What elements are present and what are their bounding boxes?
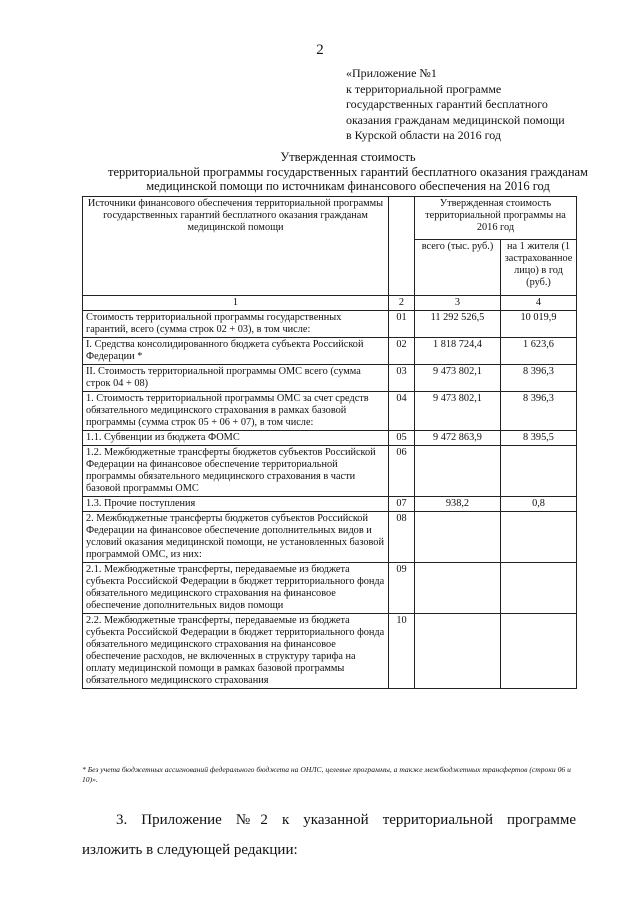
row-per-resident: 8 395,5 <box>501 431 577 446</box>
table-row <box>83 431 577 446</box>
page-number: 2 <box>316 42 324 58</box>
row-per-resident <box>501 563 577 614</box>
row-name: II. Стоимость территориальной программы ОМС всего (сумма строк 04 + 08) <box>83 365 389 392</box>
appendix-line: к территориальной программе <box>346 81 502 96</box>
row-per-resident: 1 623,6 <box>501 338 577 365</box>
row-name: I. Средства консолидированного бюджета субъекта Российской Федерации * <box>83 338 389 365</box>
row-per-resident <box>501 614 577 689</box>
row-name: 1.1. Субвенции из бюджета ФОМС <box>83 431 389 446</box>
row-code: 04 <box>389 392 415 431</box>
document-title <box>88 150 608 194</box>
row-name: 2.1. Межбюджетные трансферты, передаваемые из бюджета субъекта Российской Федерации в бюджет территориального фонда обязательного медицинского страхования на финансовое обеспечение дополнительных видов помощи <box>83 563 389 614</box>
row-total: 1 818 724,4 <box>415 338 501 365</box>
table-row <box>83 392 577 431</box>
row-total: 11 292 526,5 <box>415 311 501 338</box>
header-total: всего (тыс. руб.) <box>415 239 501 295</box>
header-per-resident: на 1 жителя (1 застрахованное лицо) в год (руб.) <box>501 239 577 295</box>
footnote: * Без учета бюджетных ассигнований федерального бюджета на ОНЛС, целевые программы, а также межбюджетных трансфертов (строки 06 и 10)». <box>82 765 571 784</box>
row-code: 02 <box>389 338 415 365</box>
row-total <box>415 614 501 689</box>
table-header-row <box>83 197 577 240</box>
row-code: 05 <box>389 431 415 446</box>
table-row <box>83 563 577 614</box>
index-cell: 1 <box>83 296 389 311</box>
row-per-resident: 8 396,3 <box>501 365 577 392</box>
row-total <box>415 446 501 497</box>
row-total: 938,2 <box>415 497 501 512</box>
row-name: Стоимость территориальной программы государственных гарантий, всего (сумма строк 02 + 03), в том числе: <box>83 311 389 338</box>
paragraph-line: 3. Приложение №2 к указанной территориальной программе <box>116 812 576 828</box>
row-name: 1.3. Прочие поступления <box>83 497 389 512</box>
table-row <box>83 614 577 689</box>
row-code: 10 <box>389 614 415 689</box>
row-code: 09 <box>389 563 415 614</box>
table-index-row <box>83 296 577 311</box>
appendix-line: в Курской области на 2016 год <box>346 128 501 142</box>
row-per-resident: 8 396,3 <box>501 392 577 431</box>
table-row <box>83 446 577 497</box>
row-per-resident <box>501 446 577 497</box>
cost-table <box>82 196 577 689</box>
row-name: 1. Стоимость территориальной программы ОМС за счет средств обязательного медицинского страхования в рамках базовой программы (сумма строк 05 + 06 + 07), в том числе: <box>83 392 389 431</box>
row-code: 06 <box>389 446 415 497</box>
row-code: 08 <box>389 512 415 563</box>
index-cell: 3 <box>415 296 501 311</box>
row-per-resident: 0,8 <box>501 497 577 512</box>
appendix-header <box>346 66 565 144</box>
row-code: 03 <box>389 365 415 392</box>
row-name: 1.2. Межбюджетные трансферты бюджетов субъектов Российской Федерации на финансовое обеспечение территориальной программы обязательного медицинского страхования в части базовой программы ОМС <box>83 446 389 497</box>
appendix-line: государственных гарантий бесплатного <box>346 97 548 111</box>
title-line: медицинской помощи по источникам финансового обеспечения на 2016 год <box>146 179 550 193</box>
row-per-resident <box>501 512 577 563</box>
row-code: 07 <box>389 497 415 512</box>
row-total: 9 473 802,1 <box>415 365 501 392</box>
table-row <box>83 365 577 392</box>
index-cell: 4 <box>501 296 577 311</box>
row-code: 01 <box>389 311 415 338</box>
table-row <box>83 311 577 338</box>
row-total: 9 472 863,9 <box>415 431 501 446</box>
title-line: Утвержденная стоимость <box>280 150 416 164</box>
body-paragraph <box>82 805 576 865</box>
header-code <box>389 197 415 296</box>
row-total <box>415 512 501 563</box>
table-row <box>83 338 577 365</box>
row-total: 9 473 802,1 <box>415 392 501 431</box>
header-approved: Утвержденная стоимость территориальной программы на 2016 год <box>415 197 577 240</box>
appendix-line: оказания гражданам медицинской помощи <box>346 112 565 127</box>
header-sources: Источники финансового обеспечения территориальной программы государственных гарантий бесплатного оказания гражданам медицинской помощи <box>83 197 389 296</box>
table-row <box>83 512 577 563</box>
appendix-line: «Приложение №1 <box>346 66 437 80</box>
table-row <box>83 497 577 512</box>
row-name: 2. Межбюджетные трансферты бюджетов субъектов Российской Федерации на финансовое обеспечение дополнительных видов и условий оказания медицинской помощи, не установленных базовой программой ОМС, из них: <box>83 512 389 563</box>
index-cell: 2 <box>389 296 415 311</box>
row-total <box>415 563 501 614</box>
paragraph-line: изложить в следующей редакции: <box>82 842 298 858</box>
row-name: 2.2. Межбюджетные трансферты, передаваемые из бюджета субъекта Российской Федерации в бюджет территориального фонда обязательного медицинского страхования на финансовое обеспечение расходов, не включенных в структуру тарифа на оплату медицинской помощи в рамках базовой программы обязательного медицинского страхования <box>83 614 389 689</box>
title-line: территориальной программы государственных гарантий бесплатного оказания гражданам <box>108 164 588 179</box>
row-per-resident: 10 019,9 <box>501 311 577 338</box>
